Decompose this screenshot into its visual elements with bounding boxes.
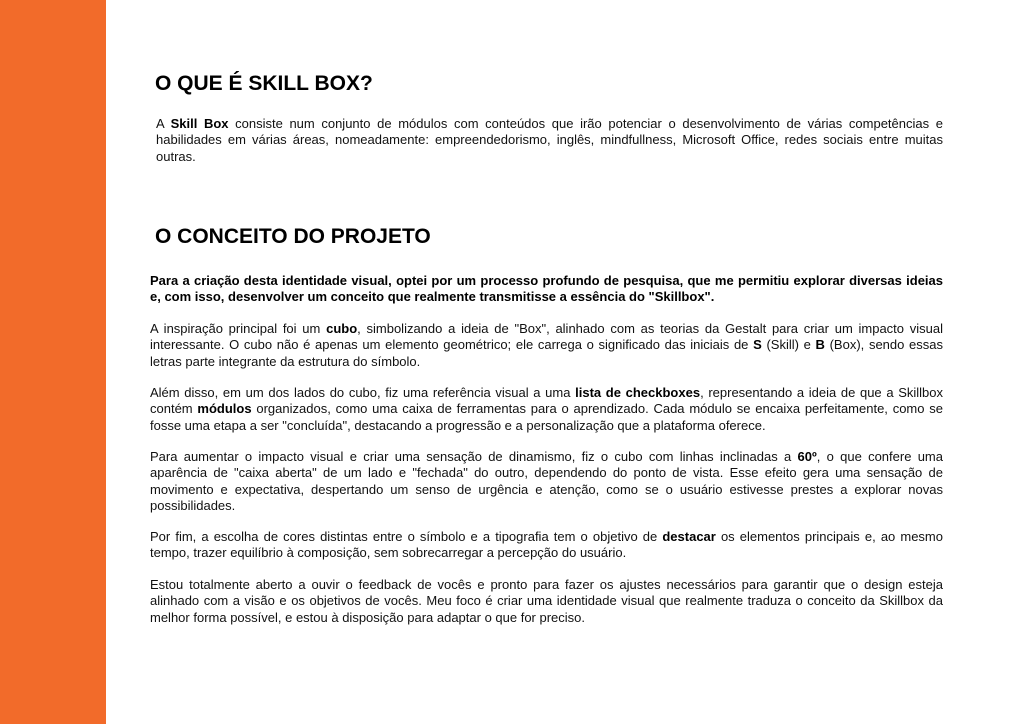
text-run: organizados, como uma caixa de ferramentas para o aprendizado. Cada módulo se encaixa perfeitamente, como se fosse uma etapa a ser "concluída", destacando a progressão e a personalização que a plataforma oferece.	[150, 401, 943, 433]
concept-intro-paragraph	[150, 273, 943, 306]
section-title-project-concept: O CONCEITO DO PROJETO	[155, 225, 431, 248]
text-run: Por fim, a escolha de cores distintas entre o símbolo e a tipografia tem o objetivo de	[150, 529, 663, 544]
text-run: os elementos principais e, ao mesmo tempo, trazer equilíbrio à composição, sem sobrecarregar a percepção do usuário.	[150, 529, 943, 561]
text-run: , o que confere uma aparência de "caixa aberta" de um lado e "fechada" do outro, dependendo do ponto de vista. Esse efeito gera uma sensação de movimento e expectativa, despertando um senso de urgência e atenção, como se o usuário estivesse prestes a explorar novas possibilidades.	[150, 449, 943, 514]
bold-text-run: cubo	[326, 321, 358, 336]
concept-colors-paragraph	[150, 529, 943, 562]
text-run: Para aumentar o impacto visual e criar uma sensação de dinamismo, fiz o cubo com linhas inclinadas a	[150, 449, 798, 464]
bold-text-run: destacar	[662, 529, 716, 544]
orange-sidebar	[0, 0, 106, 724]
concept-cube-paragraph	[150, 321, 943, 370]
text-run: (Skill) e	[761, 337, 816, 353]
text-run: (Box), sendo essas letras parte integrante da estrutura do símbolo.	[150, 337, 943, 369]
bold-text-run: lista de checkboxes	[575, 385, 701, 400]
bold-text-run: módulos	[197, 401, 252, 417]
concept-dynamism-paragraph	[150, 449, 943, 515]
text-run: A inspiração principal foi um	[150, 321, 327, 336]
text-run: , simbolizando a ideia de "Box", alinhado com as teorias da Gestalt para criar um impacto visual interessante. O cubo não é apenas um elemento geométrico; ele carrega o significado das iniciais de	[150, 321, 943, 353]
text-run: Estou totalmente aberto a ouvir o feedback de vocês e pronto para fazer os ajustes necessários para garantir que o design esteja alinhado com a visão e os objetivos de vocês. Meu foco é criar uma identidade visual que realmente traduza o conceito da Skillbox da melhor forma possível, e estou à disposição para adaptar o que for preciso.	[150, 577, 943, 625]
bold-text-run: Skill Box	[170, 116, 229, 131]
skill-box-description	[156, 116, 943, 165]
concept-checkboxes-paragraph	[150, 385, 943, 434]
bold-text-run: Para a criação desta identidade visual, optei por um processo profundo de pesquisa, que me permitiu explorar diversas ideias e, com isso, desenvolver um conceito que realmente transmitisse a essência do "Skillbox".	[150, 273, 943, 305]
text-run: , representando a ideia de que a Skillbox contém	[150, 385, 944, 417]
text-run: Além disso, em um dos lados do cubo, fiz uma referência visual a uma	[150, 385, 576, 400]
bold-text-run: S	[753, 337, 762, 353]
section-title-what-is-skill-box: O QUE É SKILL BOX?	[155, 72, 373, 95]
bold-text-run: 60º	[797, 449, 817, 464]
text-run: A	[156, 116, 171, 131]
bold-text-run: B	[815, 337, 825, 353]
text-run: consiste num conjunto de módulos com conteúdos que irão potenciar o desenvolvimento de várias competências e habilidades em várias áreas, nomeadamente: empreendedorismo, inglês, mindfullness, Microsoft Office, redes sociais entre muitas outras.	[156, 116, 943, 164]
concept-feedback-paragraph	[150, 577, 943, 626]
